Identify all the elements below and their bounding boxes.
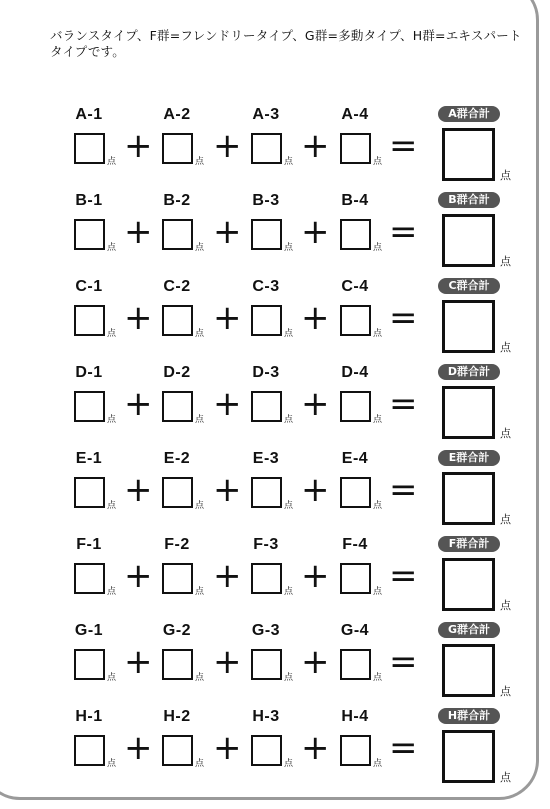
total-box-a[interactable] [442, 128, 495, 181]
unit-label: 点 [284, 759, 294, 769]
item-label: D-2 [163, 364, 191, 381]
score-box-h-3[interactable] [251, 735, 282, 766]
item-label: E-3 [252, 450, 280, 467]
score-box-e-4[interactable] [340, 477, 371, 508]
score-box-a-1[interactable] [74, 133, 105, 164]
total-box-f[interactable] [442, 558, 495, 611]
unit-label: 点 [107, 501, 117, 511]
equals-sign: = [389, 556, 418, 596]
group-row-c [0, 278, 550, 364]
unit-label: 点 [373, 501, 383, 511]
score-box-c-3[interactable] [251, 305, 282, 336]
unit-label: 点 [373, 329, 383, 339]
unit-label: 点 [373, 587, 383, 597]
score-box-b-2[interactable] [162, 219, 193, 250]
unit-label: 点 [107, 673, 117, 683]
item-label: E-4 [341, 450, 369, 467]
item-label: E-1 [75, 450, 103, 467]
item-label: C-4 [341, 278, 369, 295]
intro-text: バランスタイプ、F群=フレンドリータイプ、G群=多動タイプ、H群=エキスパートタイプです。 [50, 28, 522, 59]
score-box-b-3[interactable] [251, 219, 282, 250]
unit-label: 点 [373, 673, 383, 683]
unit-label: 点 [284, 501, 294, 511]
item-label: A-1 [75, 106, 103, 123]
item-label: F-3 [253, 536, 279, 553]
plus-sign: + [213, 470, 242, 510]
unit-label: 点 [195, 673, 205, 683]
score-box-b-4[interactable] [340, 219, 371, 250]
group-row-f [0, 536, 550, 622]
unit-label: 点 [373, 243, 383, 253]
plus-sign: + [301, 642, 330, 682]
total-box-h[interactable] [442, 730, 495, 783]
unit-label: 点 [107, 415, 117, 425]
item-label: F-4 [342, 536, 368, 553]
item-label: B-2 [163, 192, 191, 209]
equals-sign: = [389, 212, 418, 252]
plus-sign: + [124, 212, 153, 252]
score-box-a-2[interactable] [162, 133, 193, 164]
score-box-d-2[interactable] [162, 391, 193, 422]
unit-label: 点 [107, 587, 117, 597]
plus-sign: + [124, 642, 153, 682]
item-label: H-1 [75, 708, 103, 725]
equals-sign: = [389, 384, 418, 424]
plus-sign: + [301, 728, 330, 768]
unit-label: 点 [195, 587, 205, 597]
unit-label: 点 [373, 157, 383, 167]
plus-sign: + [213, 384, 242, 424]
plus-sign: + [213, 126, 242, 166]
score-box-d-4[interactable] [340, 391, 371, 422]
plus-sign: + [213, 642, 242, 682]
group-row-h [0, 708, 550, 794]
score-box-d-1[interactable] [74, 391, 105, 422]
total-unit-label: 点 [500, 599, 511, 612]
plus-sign: + [213, 728, 242, 768]
plus-sign: + [213, 212, 242, 252]
item-label: C-2 [163, 278, 191, 295]
group-row-a [0, 106, 550, 192]
plus-sign: + [301, 470, 330, 510]
group-row-b [0, 192, 550, 278]
item-label: H-4 [341, 708, 369, 725]
equals-sign: = [389, 126, 418, 166]
item-label: C-1 [75, 278, 103, 295]
unit-label: 点 [195, 157, 205, 167]
score-box-a-3[interactable] [251, 133, 282, 164]
score-box-f-3[interactable] [251, 563, 282, 594]
unit-label: 点 [195, 329, 205, 339]
plus-sign: + [213, 556, 242, 596]
total-unit-label: 点 [500, 341, 511, 354]
item-label: G-2 [162, 622, 192, 639]
total-box-e[interactable] [442, 472, 495, 525]
total-box-d[interactable] [442, 386, 495, 439]
unit-label: 点 [107, 329, 117, 339]
score-box-f-1[interactable] [74, 563, 105, 594]
item-label: G-3 [251, 622, 281, 639]
unit-label: 点 [195, 243, 205, 253]
group-total-badge: A群合計 [438, 106, 500, 122]
total-unit-label: 点 [500, 255, 511, 268]
group-total-badge: C群合計 [438, 278, 500, 294]
unit-label: 点 [284, 673, 294, 683]
equals-sign: = [389, 642, 418, 682]
item-label: E-2 [163, 450, 191, 467]
score-box-a-4[interactable] [340, 133, 371, 164]
score-box-g-1[interactable] [74, 649, 105, 680]
score-box-g-3[interactable] [251, 649, 282, 680]
group-total-badge: F群合計 [438, 536, 500, 552]
total-unit-label: 点 [500, 513, 511, 526]
total-box-c[interactable] [442, 300, 495, 353]
item-label: G-4 [340, 622, 370, 639]
total-unit-label: 点 [500, 427, 511, 440]
score-box-c-2[interactable] [162, 305, 193, 336]
score-box-c-4[interactable] [340, 305, 371, 336]
plus-sign: + [301, 556, 330, 596]
item-label: D-4 [341, 364, 369, 381]
unit-label: 点 [195, 415, 205, 425]
plus-sign: + [124, 298, 153, 338]
unit-label: 点 [284, 243, 294, 253]
equals-sign: = [389, 728, 418, 768]
unit-label: 点 [284, 157, 294, 167]
total-unit-label: 点 [500, 771, 511, 784]
score-box-e-2[interactable] [162, 477, 193, 508]
item-label: F-1 [76, 536, 102, 553]
unit-label: 点 [195, 759, 205, 769]
unit-label: 点 [107, 759, 117, 769]
unit-label: 点 [107, 157, 117, 167]
total-box-g[interactable] [442, 644, 495, 697]
group-total-badge: H群合計 [438, 708, 500, 724]
score-box-g-2[interactable] [162, 649, 193, 680]
plus-sign: + [124, 384, 153, 424]
plus-sign: + [301, 212, 330, 252]
item-label: B-4 [341, 192, 369, 209]
unit-label: 点 [107, 243, 117, 253]
equals-sign: = [389, 470, 418, 510]
group-total-badge: E群合計 [438, 450, 500, 466]
group-total-badge: D群合計 [438, 364, 500, 380]
item-label: D-1 [75, 364, 103, 381]
item-label: B-1 [75, 192, 103, 209]
unit-label: 点 [195, 501, 205, 511]
total-box-b[interactable] [442, 214, 495, 267]
score-box-h-2[interactable] [162, 735, 193, 766]
item-label: A-3 [252, 106, 280, 123]
total-unit-label: 点 [500, 685, 511, 698]
plus-sign: + [301, 384, 330, 424]
item-label: B-3 [252, 192, 280, 209]
plus-sign: + [124, 556, 153, 596]
plus-sign: + [301, 126, 330, 166]
plus-sign: + [124, 728, 153, 768]
item-label: G-1 [74, 622, 104, 639]
item-label: D-3 [252, 364, 280, 381]
unit-label: 点 [284, 415, 294, 425]
unit-label: 点 [373, 759, 383, 769]
item-label: F-2 [164, 536, 190, 553]
item-label: C-3 [252, 278, 280, 295]
score-box-h-1[interactable] [74, 735, 105, 766]
group-row-e [0, 450, 550, 536]
group-total-badge: G群合計 [438, 622, 500, 638]
item-label: H-2 [163, 708, 191, 725]
score-box-f-2[interactable] [162, 563, 193, 594]
score-box-h-4[interactable] [340, 735, 371, 766]
score-box-b-1[interactable] [74, 219, 105, 250]
plus-sign: + [213, 298, 242, 338]
unit-label: 点 [373, 415, 383, 425]
score-box-e-1[interactable] [74, 477, 105, 508]
score-box-d-3[interactable] [251, 391, 282, 422]
plus-sign: + [301, 298, 330, 338]
unit-label: 点 [284, 329, 294, 339]
group-total-badge: B群合計 [438, 192, 500, 208]
item-label: A-2 [163, 106, 191, 123]
score-box-g-4[interactable] [340, 649, 371, 680]
item-label: H-3 [252, 708, 280, 725]
plus-sign: + [124, 470, 153, 510]
total-unit-label: 点 [500, 169, 511, 182]
unit-label: 点 [284, 587, 294, 597]
plus-sign: + [124, 126, 153, 166]
score-box-c-1[interactable] [74, 305, 105, 336]
group-row-g [0, 622, 550, 708]
score-box-f-4[interactable] [340, 563, 371, 594]
item-label: A-4 [341, 106, 369, 123]
equals-sign: = [389, 298, 418, 338]
score-box-e-3[interactable] [251, 477, 282, 508]
group-row-d [0, 364, 550, 450]
